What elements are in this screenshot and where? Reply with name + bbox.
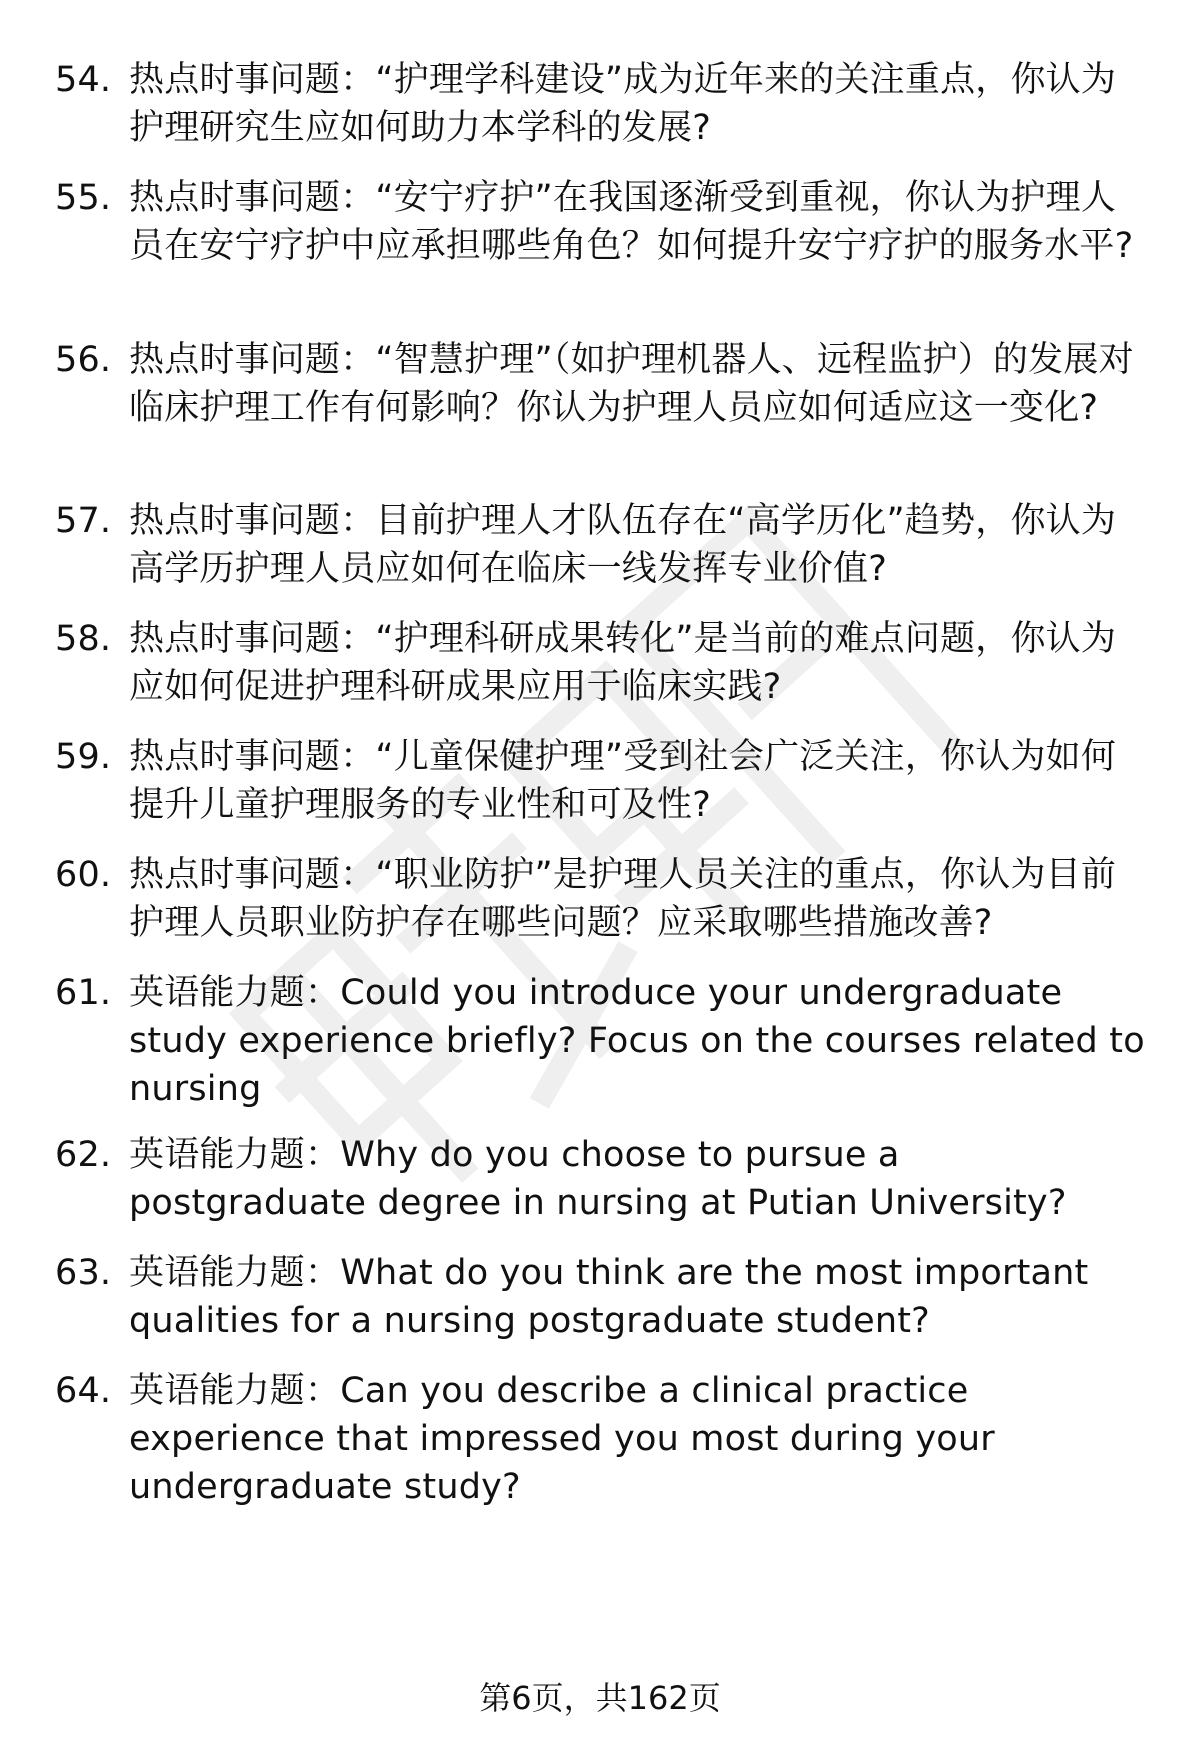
question-63 bbox=[55, 1249, 1145, 1345]
question-55 bbox=[55, 174, 1145, 270]
question-number: 64. bbox=[55, 1371, 112, 1411]
question-57 bbox=[55, 497, 1145, 593]
question-text: 热点时事问题：“安宁疗护”在我国逐渐受到重视，你认为护理人员在安宁疗护中应承担哪些角色？如何提升安宁疗护的服务水平? bbox=[129, 178, 1134, 266]
question-number: 54. bbox=[55, 60, 112, 100]
question-text: 英语能力题：Why do you choose to pursue a postgraduate degree in nursing at Putian University? bbox=[129, 1135, 1067, 1223]
question-text: 英语能力题：Could you introduce your undergraduate study experience briefly? Focus on the courses related to nursing bbox=[129, 973, 1145, 1109]
question-text: 英语能力题：What do you think are the most important qualities for a nursing postgraduate student? bbox=[129, 1253, 1089, 1341]
question-number: 55. bbox=[55, 178, 112, 218]
question-text: 热点时事问题：“职业防护”是护理人员关注的重点，你认为目前护理人员职业防护存在哪些问题？应采取哪些措施改善? bbox=[129, 855, 1117, 943]
question-number: 58. bbox=[55, 619, 112, 659]
question-56 bbox=[55, 336, 1145, 432]
question-62 bbox=[55, 1131, 1145, 1227]
question-58 bbox=[55, 615, 1145, 711]
question-number: 57. bbox=[55, 501, 112, 541]
question-text: 热点时事问题：“儿童保健护理”受到社会广泛关注，你认为如何提升儿童护理服务的专业性和可及性? bbox=[129, 737, 1117, 825]
question-text: 英语能力题：Can you describe a clinical practice experience that impressed you most during your undergraduate study? bbox=[129, 1371, 995, 1507]
question-60 bbox=[55, 851, 1145, 947]
question-text: 热点时事问题：“护理学科建设”成为近年来的关注重点，你认为护理研究生应如何助力本学科的发展? bbox=[129, 60, 1117, 148]
question-54 bbox=[55, 56, 1145, 152]
question-text: 热点时事问题：“护理科研成果转化”是当前的难点问题，你认为应如何促进护理科研成果应用于临床实践? bbox=[129, 619, 1117, 707]
question-59 bbox=[55, 733, 1145, 829]
question-number: 62. bbox=[55, 1135, 112, 1175]
question-text: 热点时事问题：“智慧护理”（如护理机器人、远程监护）的发展对临床护理工作有何影响？你认为护理人员应如何适应这一变化? bbox=[129, 340, 1134, 428]
question-number: 63. bbox=[55, 1253, 112, 1293]
question-number: 59. bbox=[55, 737, 112, 777]
question-number: 56. bbox=[55, 340, 112, 380]
question-64 bbox=[55, 1367, 1145, 1511]
question-number: 61. bbox=[55, 973, 112, 1013]
page-indicator: 第6页，共162页 bbox=[479, 1679, 721, 1717]
question-61 bbox=[55, 969, 1145, 1113]
question-number: 60. bbox=[55, 855, 112, 895]
question-text: 热点时事问题：目前护理人才队伍存在“高学历化”趋势，你认为高学历护理人员应如何在临床一线发挥专业价值? bbox=[129, 501, 1117, 589]
